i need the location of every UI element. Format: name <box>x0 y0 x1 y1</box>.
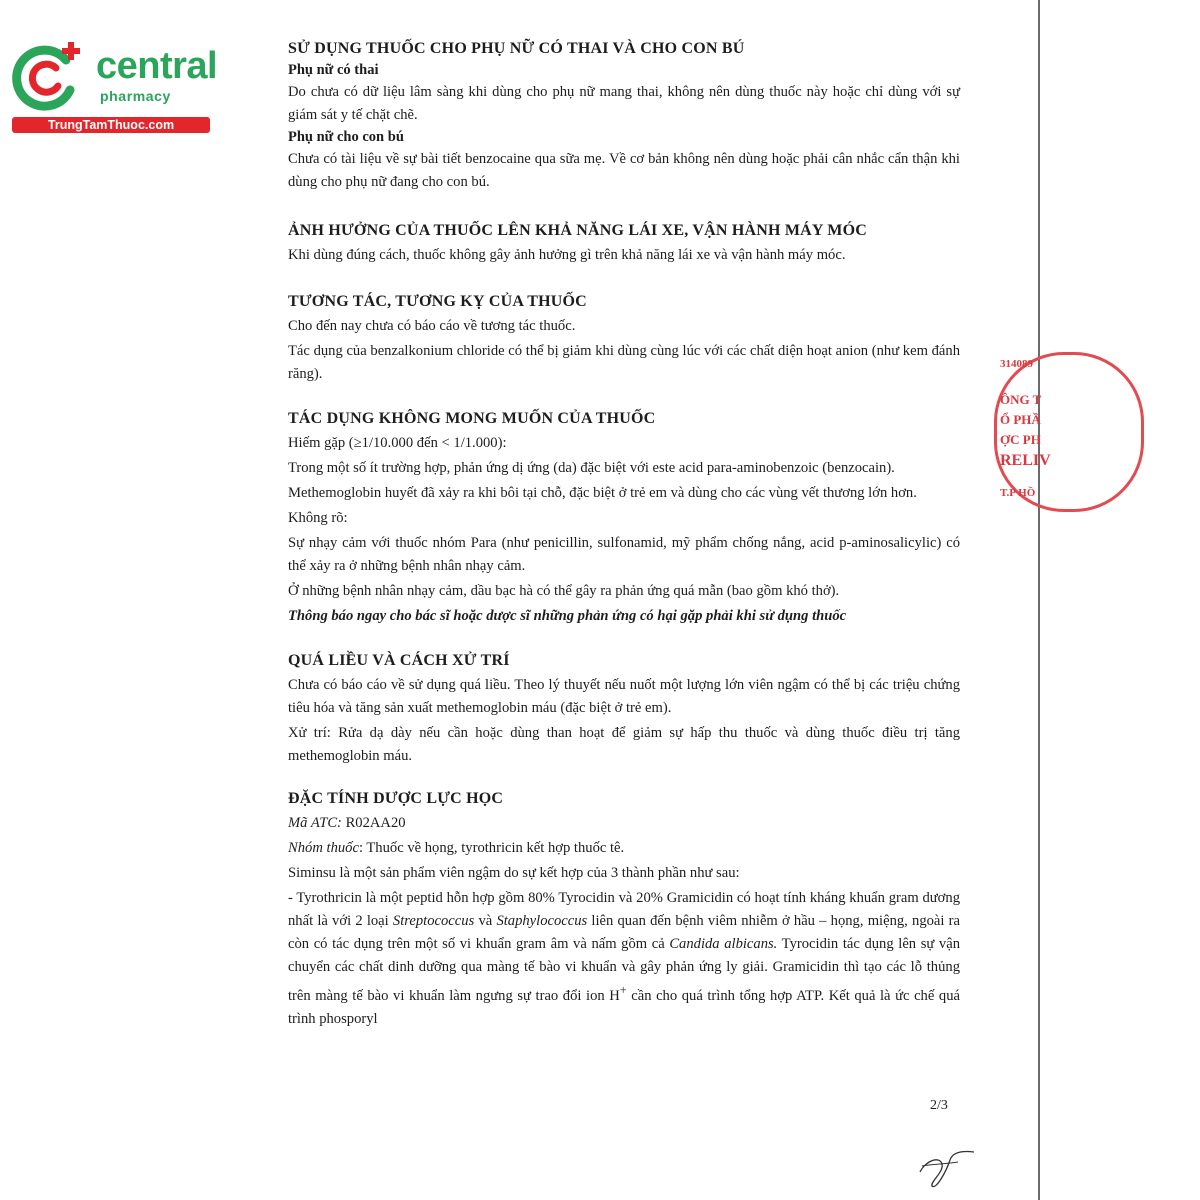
text-run: cần cho quá trình tổng hợp ATP. Kết quả là ức chế quá trình phosporyl <box>288 987 960 1027</box>
section-interactions <box>288 293 960 386</box>
section-title: TÁC DỤNG KHÔNG MONG MUỐN CỦA THUỐC <box>288 410 656 427</box>
subsection-title: Phụ nữ có thai <box>288 62 379 78</box>
text-run: liên quan đến bệnh viêm nhiễm ở hầu – họng, miệng, ngoài ra còn có tác dụng trên một số vi khuẩn gram âm và nấm gồm cả <box>288 913 960 952</box>
stamp-text: 314089 <box>1000 358 1033 370</box>
section-pregnancy <box>288 40 960 194</box>
stamp-text: Ổ PHẦ <box>1000 412 1041 427</box>
group-label: Nhóm thuốc <box>288 840 359 856</box>
paragraph: Trong một số ít trường hợp, phản ứng dị ứng (da) đặc biệt với este acid para-aminobenzoic (benzocain). <box>288 460 895 476</box>
section-driving <box>288 222 960 267</box>
section-title: SỬ DỤNG THUỐC CHO PHỤ NỮ CÓ THAI VÀ CHO CON BÚ <box>288 40 745 57</box>
section-title: ẢNH HƯỞNG CỦA THUỐC LÊN KHẢ NĂNG LÁI XE, VẬN HÀNH MÁY MÓC <box>288 222 867 239</box>
paragraph: Hiếm gặp (≥1/10.000 đến < 1/1.000): <box>288 435 507 451</box>
text-run: - Tyrothricin là một peptid hỗn hợp gồm 80% Tyrocidin và 20% Gramicidin có hoạt tính kháng khuẩn gram dương nhất là với 2 loại <box>288 890 960 929</box>
section-pharmacodynamics <box>288 790 960 1031</box>
superscript: + <box>619 983 627 997</box>
stamp-text: ÔNG T <box>1000 392 1042 407</box>
section-side-effects <box>288 410 960 628</box>
drug-group-line <box>288 837 960 860</box>
stamp-text: ỢC PH <box>1000 432 1041 447</box>
atc-label: Mã ATC: <box>288 815 342 831</box>
page-edge <box>1038 0 1040 1200</box>
subsection-title: Phụ nữ cho con bú <box>288 129 404 145</box>
paragraph: Khi dùng đúng cách, thuốc không gây ảnh hưởng gì trên khả năng lái xe và vận hành máy móc. <box>288 247 846 263</box>
group-value: : Thuốc về họng, tyrothricin kết hợp thuốc tê. <box>358 840 625 856</box>
text-run: Tyrocidin tác dụng lên sự vận chuyển các chất dinh dưỡng qua màng tế bào vi khuẩn và gây phản ứng ly giải. Gramicidin thì tạo các lỗ thủng trên màng tế bào vi khuẩn làm ngưng sự trao đổi ion H <box>288 936 960 1004</box>
paragraph: Chưa có báo cáo về sử dụng quá liều. Theo lý thuyết nếu nuốt một lượng lớn viên ngậm có thể bị các triệu chứng tiêu hóa và tăng sản xuất methemoglobin máu (đặc biệt ở trẻ em). <box>288 677 960 716</box>
paragraph: Cho đến nay chưa có báo cáo về tương tác thuốc. <box>288 318 576 334</box>
document-body <box>288 40 960 1051</box>
organism-name: Staphylococcus <box>496 913 588 929</box>
page-number: 2/3 <box>930 1098 948 1113</box>
brand-name: central <box>96 45 218 87</box>
paragraph: Không rõ: <box>288 510 348 526</box>
paragraph: Methemoglobin huyết đã xảy ra khi bôi tại chỗ, đặc biệt ở trẻ em và dùng cho các vùng vết thương lớn hơn. <box>288 485 917 501</box>
paragraph: Do chưa có dữ liệu lâm sàng khi dùng cho phụ nữ mang thai, không nên dùng thuốc này hoặc chỉ dùng với sự giám sát y tế chặt chẽ. <box>288 84 960 123</box>
company-stamp <box>994 352 1051 517</box>
section-title: ĐẶC TÍNH DƯỢC LỰC HỌC <box>288 790 504 807</box>
signature-icon <box>912 1142 982 1192</box>
section-overdose <box>288 652 960 768</box>
section-title: TƯƠNG TÁC, TƯƠNG KỴ CỦA THUỐC <box>288 293 587 310</box>
paragraph: Sự nhạy cảm với thuốc nhóm Para (như penicillin, sulfonamid, mỹ phẩm chống nắng, acid p-aminosalicylic) có thể xảy ra ở những bệnh nhân nhạy cảm. <box>288 535 960 574</box>
brand-website: TrungTamThuoc.com <box>12 117 210 133</box>
central-pharmacy-logo <box>10 38 218 138</box>
stamp-text: T.P HỒ <box>1000 487 1036 499</box>
text-run: và <box>474 913 497 929</box>
atc-code-line <box>288 812 960 835</box>
brand-subtitle: pharmacy <box>100 88 171 104</box>
paragraph: Chưa có tài liệu về sự bài tiết benzocaine qua sữa mẹ. Về cơ bản không nên dùng hoặc phải cân nhắc cẩn thận khi dùng cho phụ nữ đang cho con bú. <box>288 151 960 190</box>
warning-note: Thông báo ngay cho bác sĩ hoặc dược sĩ những phản ứng có hại gặp phải khi sử dụng thuốc <box>288 608 847 624</box>
pharmacy-logo-icon <box>10 38 86 114</box>
paragraph: Ở những bệnh nhân nhạy cảm, dầu bạc hà có thể gây ra phản ứng quá mẫn (bao gồm khó thở). <box>288 583 840 599</box>
organism-name: Candida albicans. <box>669 936 778 952</box>
tyrothricin-paragraph <box>288 887 960 1031</box>
stamp-text: RELIV <box>1000 452 1051 469</box>
atc-value: R02AA20 <box>341 815 406 831</box>
paragraph: Xử trí: Rửa dạ dày nếu cần hoặc dùng than hoạt để giảm sự hấp thu thuốc và dùng thuốc điều trị tăng methemoglobin máu. <box>288 725 960 764</box>
paragraph: Tác dụng của benzalkonium chloride có thể bị giảm khi dùng cùng lúc với các chất diện hoạt anion (như kem đánh răng). <box>288 343 960 382</box>
section-title: QUÁ LIỀU VÀ CÁCH XỬ TRÍ <box>288 652 510 669</box>
paragraph: Siminsu là một sản phẩm viên ngậm do sự kết hợp của 3 thành phần như sau: <box>288 865 740 881</box>
organism-name: Streptococcus <box>392 913 475 929</box>
